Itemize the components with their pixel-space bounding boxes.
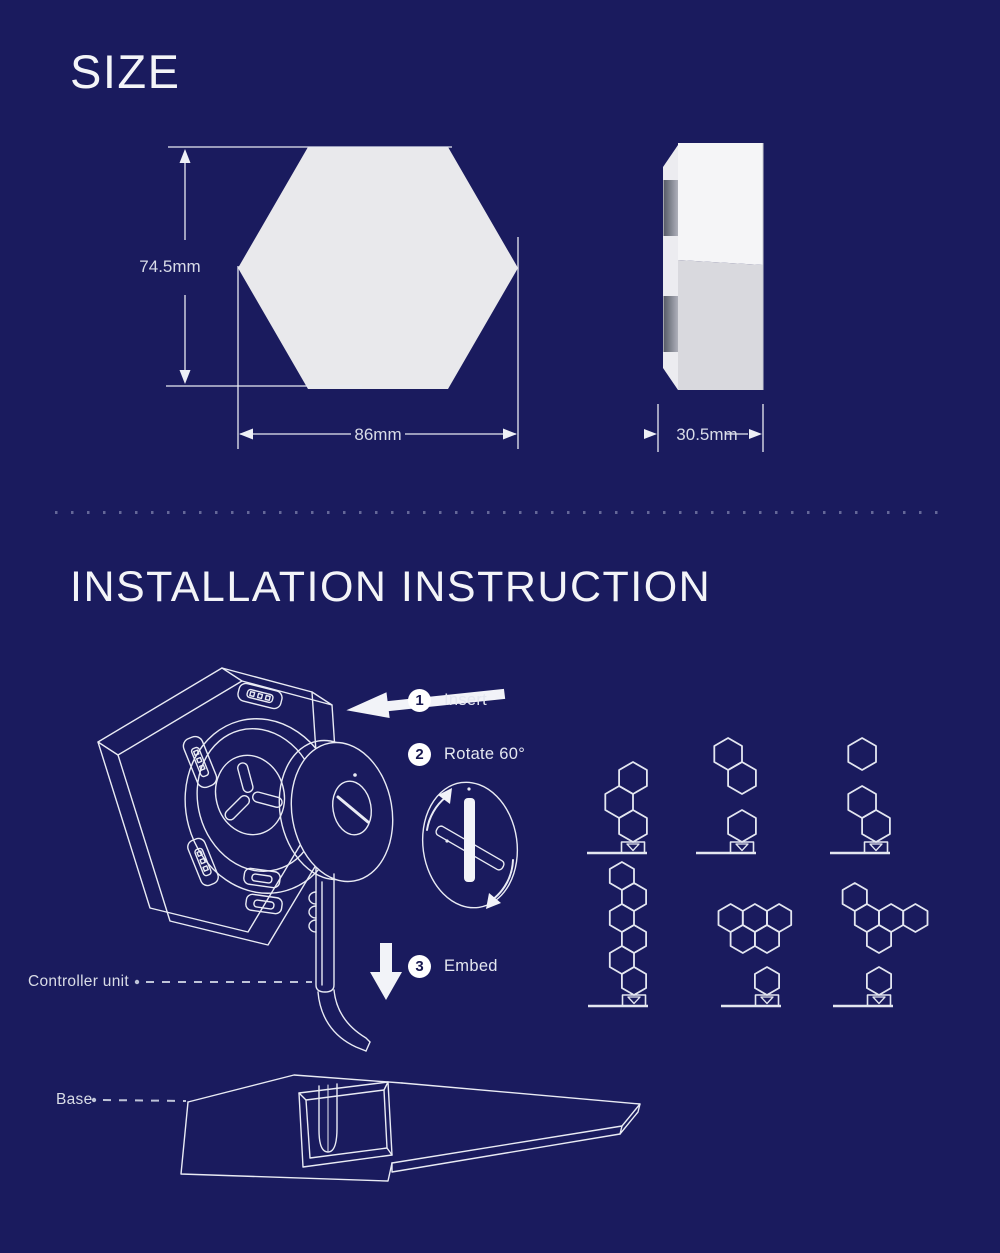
hex-layout — [588, 862, 648, 1006]
step-3-badge: 3 — [408, 955, 431, 978]
hex-layout — [719, 904, 792, 1006]
controller-leader-line — [135, 980, 312, 984]
step-1-badge: 1 — [408, 689, 431, 712]
step-embed — [408, 955, 498, 978]
rotation-diagram — [415, 776, 526, 914]
height-dim-label: 74.5mm — [139, 257, 201, 276]
size-section-title: SIZE — [70, 45, 181, 98]
hex-layout — [833, 883, 928, 1006]
size-diagram — [0, 0, 1000, 520]
connector-slot — [186, 836, 221, 887]
install-section-title: INSTALLATION INSTRUCTION — [70, 563, 712, 611]
dotted-divider — [55, 511, 945, 514]
step-3-label: Embed — [444, 957, 498, 975]
hex-layout — [696, 738, 756, 853]
rotary-knob — [207, 748, 293, 843]
hexagon-side-view — [663, 143, 763, 390]
controller-unit-drawing — [269, 732, 404, 1051]
step-2-label: Rotate 60° — [444, 745, 526, 763]
step-2-badge: 2 — [408, 743, 431, 766]
hex-layout — [587, 762, 647, 853]
embed-arrow — [370, 943, 402, 1000]
hexagon-front-view — [238, 147, 518, 389]
side-view-notch — [664, 180, 679, 236]
step-insert — [408, 689, 487, 712]
step-rotate — [408, 743, 525, 766]
controller-unit-label: Controller unit — [28, 973, 129, 990]
connector-slot — [236, 682, 283, 710]
base-leader-line — [92, 1098, 186, 1102]
hex-layout — [830, 738, 890, 853]
dimension-depth — [644, 404, 763, 452]
width-dim-label: 86mm — [354, 425, 402, 444]
depth-dim-label: 30.5mm — [676, 425, 738, 444]
side-view-notch — [664, 296, 679, 352]
step-1-label: Insert — [444, 691, 488, 709]
base-drawing — [181, 1075, 640, 1181]
hex-layouts — [587, 738, 928, 1006]
installation-diagram — [0, 640, 1000, 1253]
base-label: Base — [56, 1091, 93, 1108]
